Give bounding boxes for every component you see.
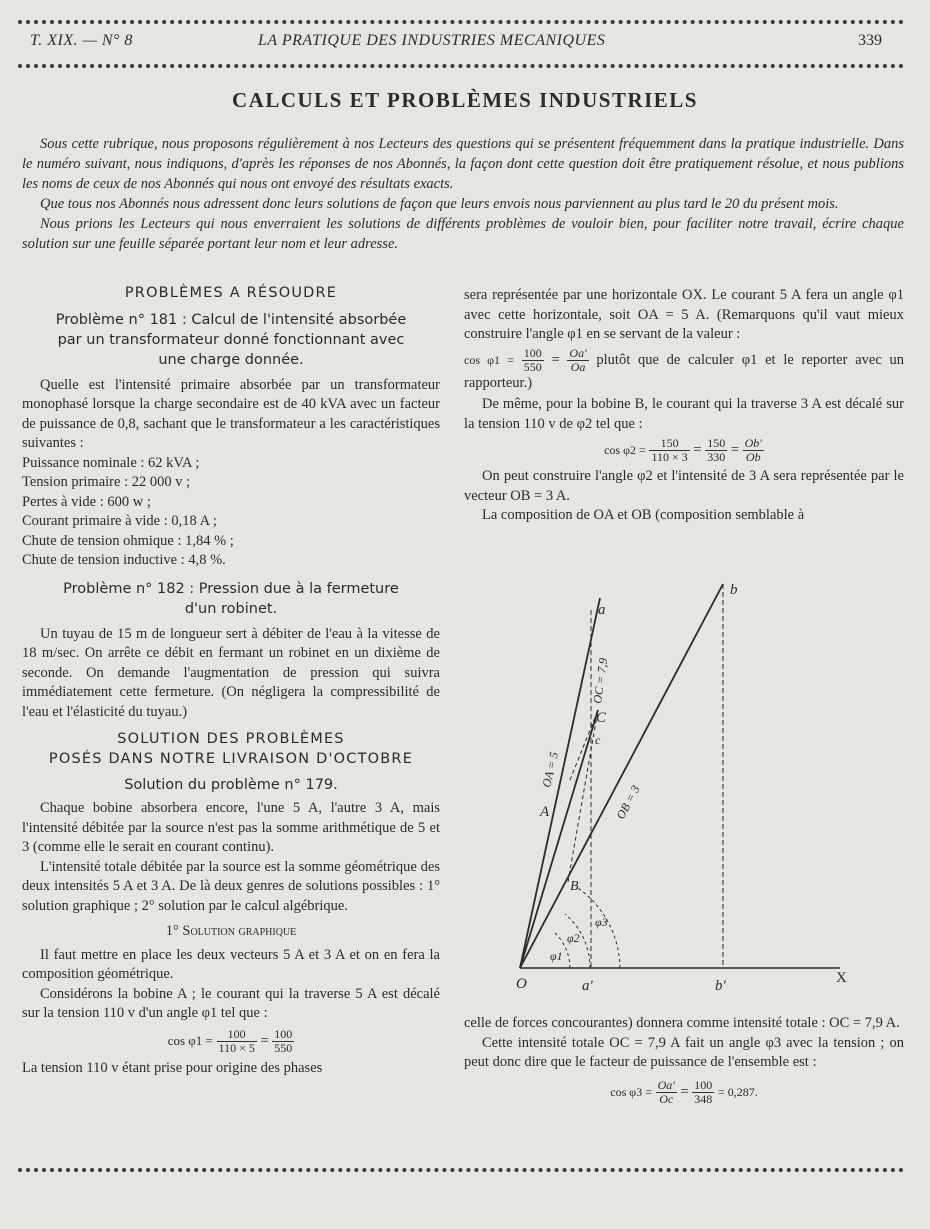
problem-182-text: Un tuyau de 15 m de longueur sert à débiter de l'eau à la vitesse de 18 m/sec. On arrête ce débit en fermant un robinet en un dixième de seconde. On demande l'augmentation de pression qui suivra immédiatement cette fermeture. (On négligera la compressibilité de l'eau et l'élasticité du tuyau.) [22,625,440,720]
equation-cos-phi3: cos φ3 = $\frac{Oa'}{Oc}$ = $\frac{100}{348}$ = 0,287. [610,1077,758,1106]
spec-item: Puissance nominale : 62 kVA ; [22,454,200,471]
label-b-prime: b' [715,978,726,994]
label-phi2: φ2 [567,931,580,945]
label-c-lower: c [595,733,601,747]
label-b: b [730,582,738,598]
vector-diagram [470,570,870,1010]
right-paragraph-6: Cette intensité totale OC = 7,9 A fait un angle φ3 avec la tension ; on peut donc dire que le facteur de puissance de l'ensemble est : [464,1034,904,1070]
vector-oc [520,710,598,968]
spec-item: Tension primaire : 22 000 v ; [22,474,191,490]
right-paragraph-2: De même, pour la bobine B, le courant qui la traverse 3 A est décalé sur la tension 110 v de φ2 tel que : [464,396,904,432]
right-paragraph-1: sera représentée par une horizontale OX. Le courant 5 A fera un angle φ1 avec cette horizontale, soit OA = 5 A. (Remarquons qu'il vaut mieux construire l'angle φ1 en se servant de la valeur : [464,287,904,342]
problem-181-text: Quelle est l'intensité primaire absorbée par un transformateur monophasé lorsque la charge secondaire est de 40 kVA avec un facteur de puissance de 0,8, sachant que le transformateur a les caractéristiques suivantes : [22,376,440,451]
bottom-dotted-rule [18,1168,904,1172]
transformer-spec-list [22,454,440,571]
top-dotted-rule [18,20,904,24]
intro-paragraph-3: Nous prions les Lecteurs qui nous enverraient les solutions de différents problèmes de vouloir bien, pour faciliter notre travail, écrire chaque solution sur une feuille séparée portant leur nom et leur adresse. [22,216,904,252]
problem-182-title: Problème n° 182 : Pression due à la fermeture d'un robinet. [63,580,399,617]
solution-179-paragraph-1: Chaque bobine absorbera encore, l'une 5 A, l'autre 3 A, mais l'intensité débitée par la source n'est pas la somme arithmétique de 5 et 3 (comme elle le serait en courant continu). [22,800,440,855]
right-column-top [464,286,904,526]
label-ob: OB = 3 [613,782,643,822]
equation-cos-phi1-ratio: cos φ1 = $\frac{100}{550}$ = $\frac{Oa'}{Oa}$ plutôt que de calculer φ1 et le reporter avec un rapporteur.) [464,345,905,391]
right-paragraph-3: On peut construire l'angle φ2 et l'intensité de 3 A sera représentée par le vecteur OB = 3 A. [464,468,904,504]
solution-179-paragraph-3: Il faut mettre en place les deux vecteurs 5 A et 3 A et on en fera la composition géométrique. [22,946,440,982]
solution-179-paragraph-2: L'intensité totale débitée par la source est la somme géométrique des deux intensités 5 A et 3 A. De là deux genres de solutions possibles : 1° solution graphique ; 2° solution par le calcul algébrique. [22,858,440,914]
running-header-left: T. XIX. — N° 8 [30,32,133,49]
label-a-upper: A [540,804,550,820]
spec-item: Chute de tension inductive : 4,8 %. [22,552,226,568]
solution-179-paragraph-4: Considérons la bobine A ; le courant qui la traverse 5 A est décalé sur la tension 110 v d'un angle φ1 tel que : [22,985,440,1021]
equation-cos-phi2: cos φ2 = $\frac{150}{110 \times 3}$ = $\frac{150}{330}$ = $\frac{Ob'}{Ob}$ [604,436,762,464]
section-heading-solutions-sub: POSÉS DANS NOTRE LIVRAISON D'OCTOBRE [48,750,414,767]
problem-181-title: Problème n° 181 : Calcul de l'intensité absorbée par un transformateur donné fonctionnant avec une charge donnée. [55,311,407,368]
running-header-title: LA PRATIQUE DES INDUSTRIES MECANIQUES [258,32,606,49]
right-paragraph-4: La composition de OA et OB (composition semblable à [482,507,805,523]
label-a: a [598,602,606,618]
section-heading-solutions: SOLUTION DES PROBLÈMES [117,731,345,747]
spec-item: Pertes à vide : 600 w ; [22,493,151,510]
page-number: 339 [858,32,882,49]
label-c-upper: C [596,710,607,726]
right-paragraph-5: celle de forces concourantes) donnera comme intensité totale : OC = 7,9 A. [464,1015,900,1031]
label-oc: OC = 7,9 [590,657,611,705]
label-o: O [516,976,527,992]
page-title: CALCULS ET PROBLÈMES INDUSTRIELS [232,88,698,112]
intro-paragraph-1: Sous cette rubrique, nous proposons régulièrement à nos Lecteurs des questions qui se présentent fréquemment dans la pratique industrielle. Dans le numéro suivant, nous indiquons, d'après les réponses de nos Abonnés, la façon dont cette question doit être pratiquement résolue, et nous publions les noms de ceux de nos Abonnés qui nous ont envoyé des résultats exacts. [22,136,904,192]
solution-179-paragraph-5: La tension 110 v étant prise pour origine des phases [22,1059,323,1076]
label-phi1: φ1 [550,949,563,963]
label-oa: OA = 5 [539,750,561,789]
intro-block [22,134,904,254]
intro-paragraph-2: Que tous nos Abonnés nous adressent donc leurs solutions de façon que leurs envois nous parviennent au plus tard le 20 du présent mois. [40,196,839,212]
label-x: X [836,970,847,986]
section-heading-problems: PROBLÈMES A RÉSOUDRE [124,285,338,301]
equation-cos-phi1: cos φ1 = $\frac{100}{110 \times 5}$ = $\frac{100}{550}$ [167,1026,293,1055]
solution-179-title: Solution du problème n° 179. [124,777,338,793]
spec-item: Chute de tension ohmique : 1,84 % ; [22,532,234,549]
vector-oa [520,598,600,968]
right-column-bottom [464,1014,904,1106]
left-column [22,284,440,1078]
label-phi3: φ3 [595,915,608,929]
spec-item: Courant primaire à vide : 0,18 A ; [22,513,217,529]
label-a-prime: a' [582,978,593,994]
header-dotted-rule [18,64,904,68]
graphic-solution-heading: 1° Solution graphique [165,923,297,939]
label-b-upper: B [570,879,579,894]
